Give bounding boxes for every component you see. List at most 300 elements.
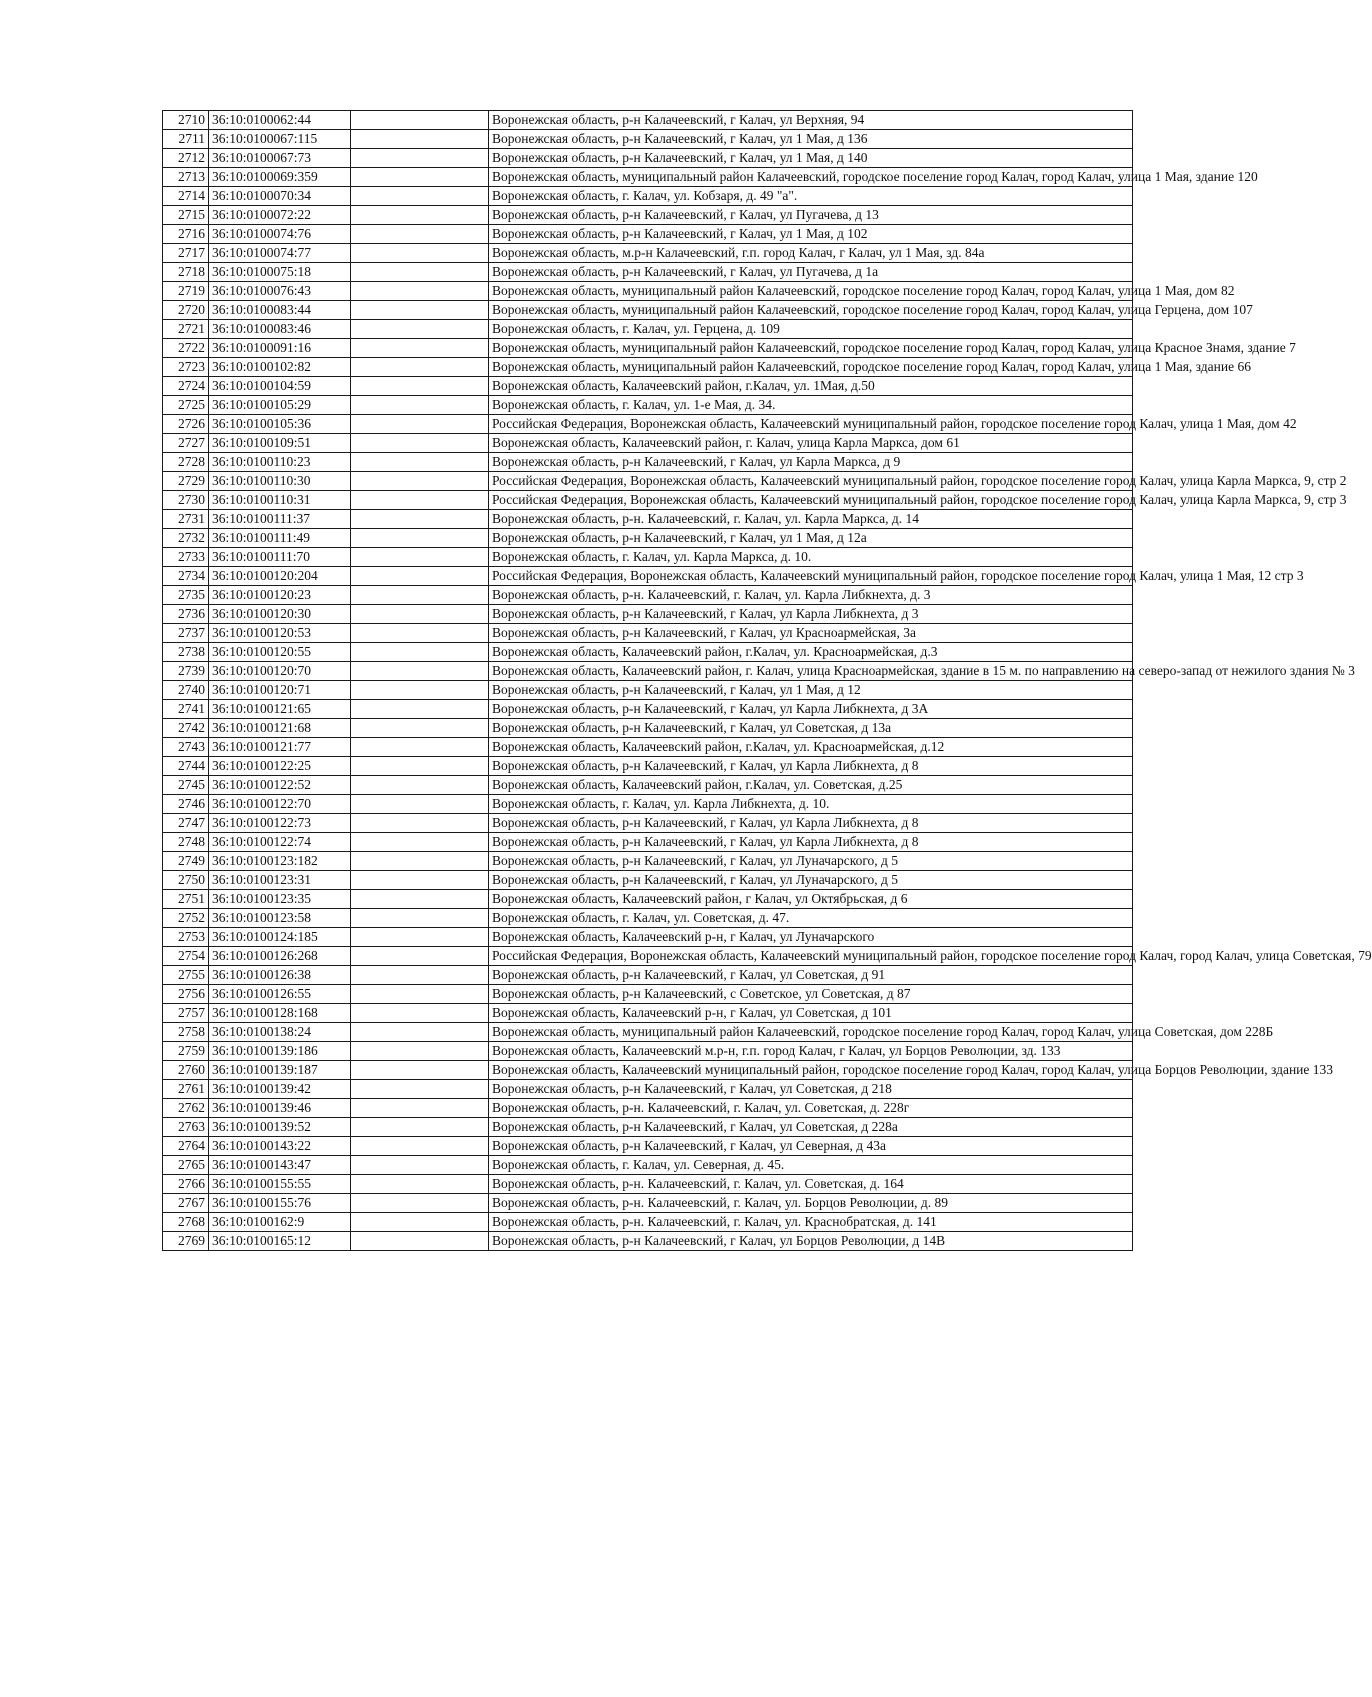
blank-cell bbox=[351, 130, 489, 149]
cadastral-number: 36:10:0100155:55 bbox=[209, 1175, 351, 1194]
blank-cell bbox=[351, 339, 489, 358]
address: Воронежская область, р-н. Калачеевский, г. Калач, ул. Карла Маркса, д. 14 bbox=[489, 510, 1133, 529]
row-number: 2732 bbox=[163, 529, 209, 548]
address: Воронежская область, р-н Калачеевский, г Калач, ул Советская, д 13а bbox=[489, 719, 1133, 738]
blank-cell bbox=[351, 795, 489, 814]
row-number: 2711 bbox=[163, 130, 209, 149]
cadastral-number: 36:10:0100105:29 bbox=[209, 396, 351, 415]
row-number: 2768 bbox=[163, 1213, 209, 1232]
cadastral-number: 36:10:0100075:18 bbox=[209, 263, 351, 282]
address: Российская Федерация, Воронежская область, Калачеевский муниципальный район, городское поселение город Калач, улица Карла Маркса, 9, стр 2 bbox=[489, 472, 1133, 491]
blank-cell bbox=[351, 1137, 489, 1156]
blank-cell bbox=[351, 111, 489, 130]
row-number: 2753 bbox=[163, 928, 209, 947]
blank-cell bbox=[351, 1042, 489, 1061]
cadastral-number: 36:10:0100124:185 bbox=[209, 928, 351, 947]
table-row bbox=[163, 947, 1133, 966]
blank-cell bbox=[351, 1232, 489, 1251]
table-row bbox=[163, 377, 1133, 396]
blank-cell bbox=[351, 149, 489, 168]
address: Воронежская область, р-н Калачеевский, г Калач, ул Пугачева, д 13 bbox=[489, 206, 1133, 225]
address: Воронежская область, р-н. Калачеевский, г. Калач, ул. Карла Либкнехта, д. 3 bbox=[489, 586, 1133, 605]
address: Воронежская область, р-н Калачеевский, г Калач, ул Борцов Революции, д 14В bbox=[489, 1232, 1133, 1251]
address: Воронежская область, г. Калач, ул. Северная, д. 45. bbox=[489, 1156, 1133, 1175]
cadastral-number: 36:10:0100072:22 bbox=[209, 206, 351, 225]
table-row bbox=[163, 1061, 1133, 1080]
table-row bbox=[163, 738, 1133, 757]
table-row bbox=[163, 1175, 1133, 1194]
row-number: 2724 bbox=[163, 377, 209, 396]
table-row bbox=[163, 434, 1133, 453]
cadastral-number: 36:10:0100120:204 bbox=[209, 567, 351, 586]
address: Воронежская область, муниципальный район Калачеевский, городское поселение город Калач, город Калач, улица Красное Знамя, здание 7 bbox=[489, 339, 1133, 358]
row-number: 2755 bbox=[163, 966, 209, 985]
row-number: 2766 bbox=[163, 1175, 209, 1194]
cadastral-number: 36:10:0100123:35 bbox=[209, 890, 351, 909]
table-row bbox=[163, 1118, 1133, 1137]
table-row bbox=[163, 244, 1133, 263]
address: Воронежская область, Калачеевский муниципальный район, городское поселение город Калач, город Калач, улица Борцов Революции, здание 133 bbox=[489, 1061, 1133, 1080]
blank-cell bbox=[351, 206, 489, 225]
cadastral-number: 36:10:0100105:36 bbox=[209, 415, 351, 434]
blank-cell bbox=[351, 377, 489, 396]
cadastral-number: 36:10:0100083:44 bbox=[209, 301, 351, 320]
row-number: 2734 bbox=[163, 567, 209, 586]
row-number: 2743 bbox=[163, 738, 209, 757]
table-row bbox=[163, 909, 1133, 928]
cadastral-number: 36:10:0100139:46 bbox=[209, 1099, 351, 1118]
blank-cell bbox=[351, 187, 489, 206]
row-number: 2745 bbox=[163, 776, 209, 795]
table-row bbox=[163, 833, 1133, 852]
row-number: 2754 bbox=[163, 947, 209, 966]
row-number: 2737 bbox=[163, 624, 209, 643]
address: Воронежская область, р-н. Калачеевский, г. Калач, ул. Краснобратская, д. 141 bbox=[489, 1213, 1133, 1232]
address: Воронежская область, р-н Калачеевский, г Калач, ул Карла Либкнехта, д 8 bbox=[489, 833, 1133, 852]
address: Воронежская область, р-н Калачеевский, г Калач, ул 1 Мая, д 12 bbox=[489, 681, 1133, 700]
row-number: 2735 bbox=[163, 586, 209, 605]
cadastral-number: 36:10:0100122:70 bbox=[209, 795, 351, 814]
row-number: 2728 bbox=[163, 453, 209, 472]
table-row bbox=[163, 1194, 1133, 1213]
cadastral-number: 36:10:0100139:52 bbox=[209, 1118, 351, 1137]
row-number: 2759 bbox=[163, 1042, 209, 1061]
row-number: 2741 bbox=[163, 700, 209, 719]
table-row bbox=[163, 681, 1133, 700]
row-number: 2740 bbox=[163, 681, 209, 700]
cadastral-number: 36:10:0100076:43 bbox=[209, 282, 351, 301]
blank-cell bbox=[351, 776, 489, 795]
row-number: 2722 bbox=[163, 339, 209, 358]
cadastral-number: 36:10:0100111:70 bbox=[209, 548, 351, 567]
table-row bbox=[163, 1042, 1133, 1061]
table-row bbox=[163, 567, 1133, 586]
blank-cell bbox=[351, 1156, 489, 1175]
table-row bbox=[163, 263, 1133, 282]
blank-cell bbox=[351, 282, 489, 301]
table-row bbox=[163, 168, 1133, 187]
blank-cell bbox=[351, 605, 489, 624]
table-row bbox=[163, 643, 1133, 662]
table-row bbox=[163, 149, 1133, 168]
table-row bbox=[163, 605, 1133, 624]
cadastral-number: 36:10:0100155:76 bbox=[209, 1194, 351, 1213]
table-row bbox=[163, 548, 1133, 567]
row-number: 2751 bbox=[163, 890, 209, 909]
table-row bbox=[163, 453, 1133, 472]
cadastral-number: 36:10:0100109:51 bbox=[209, 434, 351, 453]
address: Российская Федерация, Воронежская область, Калачеевский муниципальный район, городское поселение город Калач, улица 1 Мая, дом 42 bbox=[489, 415, 1133, 434]
row-number: 2713 bbox=[163, 168, 209, 187]
cadastral-number: 36:10:0100122:73 bbox=[209, 814, 351, 833]
table-row bbox=[163, 415, 1133, 434]
cadastral-number: 36:10:0100074:77 bbox=[209, 244, 351, 263]
cadastral-number: 36:10:0100091:16 bbox=[209, 339, 351, 358]
blank-cell bbox=[351, 1213, 489, 1232]
row-number: 2742 bbox=[163, 719, 209, 738]
table-row bbox=[163, 1004, 1133, 1023]
blank-cell bbox=[351, 1023, 489, 1042]
cadastral-number: 36:10:0100121:65 bbox=[209, 700, 351, 719]
blank-cell bbox=[351, 871, 489, 890]
cadastral-number: 36:10:0100139:186 bbox=[209, 1042, 351, 1061]
cadastral-number: 36:10:0100122:74 bbox=[209, 833, 351, 852]
table-row bbox=[163, 700, 1133, 719]
address: Воронежская область, р-н Калачеевский, г Калач, ул 1 Мая, д 140 bbox=[489, 149, 1133, 168]
table-row bbox=[163, 662, 1133, 681]
blank-cell bbox=[351, 681, 489, 700]
row-number: 2718 bbox=[163, 263, 209, 282]
table-row bbox=[163, 852, 1133, 871]
blank-cell bbox=[351, 624, 489, 643]
address: Воронежская область, р-н Калачеевский, г Калач, ул 1 Мая, д 136 bbox=[489, 130, 1133, 149]
address: Воронежская область, р-н Калачеевский, г Калач, ул Красноармейская, 3а bbox=[489, 624, 1133, 643]
row-number: 2749 bbox=[163, 852, 209, 871]
blank-cell bbox=[351, 719, 489, 738]
table-row bbox=[163, 1156, 1133, 1175]
cadastral-number: 36:10:0100111:37 bbox=[209, 510, 351, 529]
row-number: 2760 bbox=[163, 1061, 209, 1080]
table-row bbox=[163, 358, 1133, 377]
row-number: 2763 bbox=[163, 1118, 209, 1137]
address: Воронежская область, муниципальный район Калачеевский, городское поселение город Калач, город Калач, улица 1 Мая, здание 66 bbox=[489, 358, 1133, 377]
table-row bbox=[163, 890, 1133, 909]
address: Воронежская область, р-н Калачеевский, г Калач, ул Карла Либкнехта, д 8 bbox=[489, 757, 1133, 776]
cadastral-number: 36:10:0100111:49 bbox=[209, 529, 351, 548]
row-number: 2716 bbox=[163, 225, 209, 244]
blank-cell bbox=[351, 453, 489, 472]
table-row bbox=[163, 396, 1133, 415]
table-row bbox=[163, 1232, 1133, 1251]
row-number: 2764 bbox=[163, 1137, 209, 1156]
table-row bbox=[163, 187, 1133, 206]
address: Воронежская область, Калачеевский район, г. Калач, улица Карла Маркса, дом 61 bbox=[489, 434, 1133, 453]
table-row bbox=[163, 985, 1133, 1004]
cadastral-number: 36:10:0100121:77 bbox=[209, 738, 351, 757]
blank-cell bbox=[351, 301, 489, 320]
table-row bbox=[163, 776, 1133, 795]
cadastral-number: 36:10:0100120:53 bbox=[209, 624, 351, 643]
blank-cell bbox=[351, 567, 489, 586]
row-number: 2758 bbox=[163, 1023, 209, 1042]
cadastral-number: 36:10:0100123:58 bbox=[209, 909, 351, 928]
blank-cell bbox=[351, 510, 489, 529]
table-row bbox=[163, 719, 1133, 738]
cadastral-number: 36:10:0100067:115 bbox=[209, 130, 351, 149]
table-row bbox=[163, 966, 1133, 985]
address: Воронежская область, р-н Калачеевский, г Калач, ул Карла Маркса, д 9 bbox=[489, 453, 1133, 472]
cadastral-number: 36:10:0100083:46 bbox=[209, 320, 351, 339]
row-number: 2736 bbox=[163, 605, 209, 624]
row-number: 2717 bbox=[163, 244, 209, 263]
table-row bbox=[163, 529, 1133, 548]
address: Воронежская область, г. Калач, ул. Карла Либкнехта, д. 10. bbox=[489, 795, 1133, 814]
row-number: 2727 bbox=[163, 434, 209, 453]
cadastral-number: 36:10:0100128:168 bbox=[209, 1004, 351, 1023]
blank-cell bbox=[351, 890, 489, 909]
blank-cell bbox=[351, 548, 489, 567]
cadastral-number: 36:10:0100120:55 bbox=[209, 643, 351, 662]
blank-cell bbox=[351, 1099, 489, 1118]
row-number: 2746 bbox=[163, 795, 209, 814]
blank-cell bbox=[351, 985, 489, 1004]
cadastral-number: 36:10:0100143:47 bbox=[209, 1156, 351, 1175]
row-number: 2719 bbox=[163, 282, 209, 301]
cadastral-number: 36:10:0100102:82 bbox=[209, 358, 351, 377]
blank-cell bbox=[351, 928, 489, 947]
address: Воронежская область, Калачеевский район, г.Калач, ул. 1Мая, д.50 bbox=[489, 377, 1133, 396]
table-row bbox=[163, 928, 1133, 947]
blank-cell bbox=[351, 1061, 489, 1080]
cadastral-registry-table bbox=[162, 110, 1372, 1251]
row-number: 2726 bbox=[163, 415, 209, 434]
table-row bbox=[163, 757, 1133, 776]
table-row bbox=[163, 814, 1133, 833]
table-row bbox=[163, 1023, 1133, 1042]
row-number: 2769 bbox=[163, 1232, 209, 1251]
cadastral-number: 36:10:0100126:268 bbox=[209, 947, 351, 966]
blank-cell bbox=[351, 472, 489, 491]
address: Российская Федерация, Воронежская область, Калачеевский муниципальный район, городское поселение город Калач, улица Карла Маркса, 9, стр 3 bbox=[489, 491, 1133, 510]
blank-cell bbox=[351, 168, 489, 187]
address: Воронежская область, р-н Калачеевский, г Калач, ул Карла Либкнехта, д 3 bbox=[489, 605, 1133, 624]
blank-cell bbox=[351, 396, 489, 415]
address: Воронежская область, р-н Калачеевский, г Калач, ул 1 Мая, д 12а bbox=[489, 529, 1133, 548]
blank-cell bbox=[351, 529, 489, 548]
cadastral-number: 36:10:0100062:44 bbox=[209, 111, 351, 130]
row-number: 2715 bbox=[163, 206, 209, 225]
row-number: 2725 bbox=[163, 396, 209, 415]
blank-cell bbox=[351, 814, 489, 833]
blank-cell bbox=[351, 947, 489, 966]
cadastral-number: 36:10:0100143:22 bbox=[209, 1137, 351, 1156]
blank-cell bbox=[351, 586, 489, 605]
address: Воронежская область, р-н Калачеевский, г Калач, ул Пугачева, д 1а bbox=[489, 263, 1133, 282]
table-row bbox=[163, 624, 1133, 643]
cadastral-number: 36:10:0100104:59 bbox=[209, 377, 351, 396]
row-number: 2762 bbox=[163, 1099, 209, 1118]
address: Воронежская область, г. Калач, ул. Карла Маркса, д. 10. bbox=[489, 548, 1133, 567]
blank-cell bbox=[351, 757, 489, 776]
address: Воронежская область, р-н. Калачеевский, г. Калач, ул. Советская, д. 164 bbox=[489, 1175, 1133, 1194]
cadastral-number: 36:10:0100069:359 bbox=[209, 168, 351, 187]
address: Воронежская область, г. Калач, ул. Советская, д. 47. bbox=[489, 909, 1133, 928]
address: Российская Федерация, Воронежская область, Калачеевский муниципальный район, городское поселение город Калач, улица 1 Мая, 12 стр 3 bbox=[489, 567, 1133, 586]
table-row bbox=[163, 301, 1133, 320]
table-row bbox=[163, 130, 1133, 149]
address: Воронежская область, Калачеевский р-н, г Калач, ул Луначарского bbox=[489, 928, 1133, 947]
cadastral-number: 36:10:0100120:70 bbox=[209, 662, 351, 681]
table-body bbox=[163, 111, 1372, 1251]
row-number: 2748 bbox=[163, 833, 209, 852]
blank-cell bbox=[351, 909, 489, 928]
table-row bbox=[163, 206, 1133, 225]
row-number: 2714 bbox=[163, 187, 209, 206]
blank-cell bbox=[351, 244, 489, 263]
blank-cell bbox=[351, 852, 489, 871]
address: Воронежская область, муниципальный район Калачеевский, городское поселение город Калач, город Калач, улица Герцена, дом 107 bbox=[489, 301, 1133, 320]
address: Воронежская область, Калачеевский район, г.Калач, ул. Красноармейская, д.12 bbox=[489, 738, 1133, 757]
row-number: 2747 bbox=[163, 814, 209, 833]
address: Воронежская область, Калачеевский м.р-н, г.п. город Калач, г Калач, ул Борцов Революции, зд. 133 bbox=[489, 1042, 1133, 1061]
address: Воронежская область, г. Калач, ул. Герцена, д. 109 bbox=[489, 320, 1133, 339]
blank-cell bbox=[351, 415, 489, 434]
address: Воронежская область, муниципальный район Калачеевский, городское поселение город Калач, город Калач, улица 1 Мая, здание 120 bbox=[489, 168, 1133, 187]
row-number: 2723 bbox=[163, 358, 209, 377]
table-row bbox=[163, 472, 1133, 491]
cadastral-number: 36:10:0100120:30 bbox=[209, 605, 351, 624]
blank-cell bbox=[351, 738, 489, 757]
cadastral-number: 36:10:0100122:25 bbox=[209, 757, 351, 776]
blank-cell bbox=[351, 320, 489, 339]
cadastral-number: 36:10:0100139:42 bbox=[209, 1080, 351, 1099]
cadastral-number: 36:10:0100110:30 bbox=[209, 472, 351, 491]
row-number: 2730 bbox=[163, 491, 209, 510]
table-row bbox=[163, 225, 1133, 244]
address: Российская Федерация, Воронежская область, Калачеевский муниципальный район, городское поселение город Калач, город Калач, улица Советская, 79 bbox=[489, 947, 1133, 966]
blank-cell bbox=[351, 491, 489, 510]
address: Воронежская область, Калачеевский район, г.Калач, ул. Советская, д.25 bbox=[489, 776, 1133, 795]
address: Воронежская область, р-н Калачеевский, г Калач, ул Советская, д 218 bbox=[489, 1080, 1133, 1099]
table-row bbox=[163, 111, 1133, 130]
cadastral-number: 36:10:0100121:68 bbox=[209, 719, 351, 738]
row-number: 2744 bbox=[163, 757, 209, 776]
blank-cell bbox=[351, 225, 489, 244]
row-number: 2710 bbox=[163, 111, 209, 130]
cadastral-number: 36:10:0100120:23 bbox=[209, 586, 351, 605]
address: Воронежская область, р-н Калачеевский, г Калач, ул Советская, д 228а bbox=[489, 1118, 1133, 1137]
blank-cell bbox=[351, 833, 489, 852]
address: Воронежская область, р-н Калачеевский, с Советское, ул Советская, д 87 bbox=[489, 985, 1133, 1004]
cadastral-number: 36:10:0100126:38 bbox=[209, 966, 351, 985]
row-number: 2721 bbox=[163, 320, 209, 339]
blank-cell bbox=[351, 358, 489, 377]
row-number: 2739 bbox=[163, 662, 209, 681]
row-number: 2731 bbox=[163, 510, 209, 529]
table-row bbox=[163, 1080, 1133, 1099]
cadastral-number: 36:10:0100110:23 bbox=[209, 453, 351, 472]
address: Воронежская область, Калачеевский район, г. Калач, улица Красноармейская, здание в 15 м. по направлению на северо-запад от нежилого здания № 3 bbox=[489, 662, 1133, 681]
table-row bbox=[163, 282, 1133, 301]
cadastral-number: 36:10:0100165:12 bbox=[209, 1232, 351, 1251]
row-number: 2752 bbox=[163, 909, 209, 928]
row-number: 2756 bbox=[163, 985, 209, 1004]
cadastral-number: 36:10:0100162:9 bbox=[209, 1213, 351, 1232]
blank-cell bbox=[351, 263, 489, 282]
row-number: 2765 bbox=[163, 1156, 209, 1175]
blank-cell bbox=[351, 1004, 489, 1023]
address: Воронежская область, м.р-н Калачеевский, г.п. город Калач, г Калач, ул 1 Мая, зд. 84а bbox=[489, 244, 1133, 263]
blank-cell bbox=[351, 700, 489, 719]
blank-cell bbox=[351, 1118, 489, 1137]
table-row bbox=[163, 510, 1133, 529]
table-row bbox=[163, 871, 1133, 890]
address: Воронежская область, р-н Калачеевский, г Калач, ул Северная, д 43а bbox=[489, 1137, 1133, 1156]
cadastral-number: 36:10:0100120:71 bbox=[209, 681, 351, 700]
blank-cell bbox=[351, 643, 489, 662]
address: Воронежская область, р-н Калачеевский, г Калач, ул Верхняя, 94 bbox=[489, 111, 1133, 130]
row-number: 2750 bbox=[163, 871, 209, 890]
address: Воронежская область, р-н. Калачеевский, г. Калач, ул. Борцов Революции, д. 89 bbox=[489, 1194, 1133, 1213]
address: Воронежская область, г. Калач, ул. Кобзаря, д. 49 "а". bbox=[489, 187, 1133, 206]
address: Воронежская область, Калачеевский р-н, г Калач, ул Советская, д 101 bbox=[489, 1004, 1133, 1023]
address: Воронежская область, р-н. Калачеевский, г. Калач, ул. Советская, д. 228г bbox=[489, 1099, 1133, 1118]
address: Воронежская область, Калачеевский район, г Калач, ул Октябрьская, д 6 bbox=[489, 890, 1133, 909]
blank-cell bbox=[351, 434, 489, 453]
table-row bbox=[163, 339, 1133, 358]
table-row bbox=[163, 491, 1133, 510]
blank-cell bbox=[351, 1080, 489, 1099]
blank-cell bbox=[351, 1194, 489, 1213]
address: Воронежская область, р-н Калачеевский, г Калач, ул Луначарского, д 5 bbox=[489, 852, 1133, 871]
table-row bbox=[163, 586, 1133, 605]
cadastral-number: 36:10:0100123:31 bbox=[209, 871, 351, 890]
table-row bbox=[163, 320, 1133, 339]
cadastral-number: 36:10:0100123:182 bbox=[209, 852, 351, 871]
row-number: 2761 bbox=[163, 1080, 209, 1099]
address: Воронежская область, р-н Калачеевский, г Калач, ул Карла Либкнехта, д 3А bbox=[489, 700, 1133, 719]
table-row bbox=[163, 795, 1133, 814]
table-row bbox=[163, 1137, 1133, 1156]
address: Воронежская область, р-н Калачеевский, г Калач, ул Карла Либкнехта, д 8 bbox=[489, 814, 1133, 833]
address: Воронежская область, р-н Калачеевский, г Калач, ул Советская, д 91 bbox=[489, 966, 1133, 985]
row-number: 2733 bbox=[163, 548, 209, 567]
blank-cell bbox=[351, 1175, 489, 1194]
row-number: 2757 bbox=[163, 1004, 209, 1023]
cadastral-number: 36:10:0100126:55 bbox=[209, 985, 351, 1004]
address: Воронежская область, Калачеевский район, г.Калач, ул. Красноармейская, д.3 bbox=[489, 643, 1133, 662]
cadastral-number: 36:10:0100110:31 bbox=[209, 491, 351, 510]
table-row bbox=[163, 1213, 1133, 1232]
row-number: 2767 bbox=[163, 1194, 209, 1213]
table-row bbox=[163, 1099, 1133, 1118]
row-number: 2720 bbox=[163, 301, 209, 320]
row-number: 2712 bbox=[163, 149, 209, 168]
cadastral-number: 36:10:0100122:52 bbox=[209, 776, 351, 795]
address: Воронежская область, муниципальный район Калачеевский, городское поселение город Калач, город Калач, улица 1 Мая, дом 82 bbox=[489, 282, 1133, 301]
cadastral-number: 36:10:0100070:34 bbox=[209, 187, 351, 206]
row-number: 2738 bbox=[163, 643, 209, 662]
address: Воронежская область, муниципальный район Калачеевский, городское поселение город Калач, город Калач, улица Советская, дом 228Б bbox=[489, 1023, 1133, 1042]
blank-cell bbox=[351, 662, 489, 681]
address: Воронежская область, р-н Калачеевский, г Калач, ул 1 Мая, д 102 bbox=[489, 225, 1133, 244]
cadastral-number: 36:10:0100139:187 bbox=[209, 1061, 351, 1080]
cadastral-number: 36:10:0100067:73 bbox=[209, 149, 351, 168]
address: Воронежская область, р-н Калачеевский, г Калач, ул Луначарского, д 5 bbox=[489, 871, 1133, 890]
address: Воронежская область, г. Калач, ул. 1-е Мая, д. 34. bbox=[489, 396, 1133, 415]
cadastral-number: 36:10:0100138:24 bbox=[209, 1023, 351, 1042]
row-number: 2729 bbox=[163, 472, 209, 491]
